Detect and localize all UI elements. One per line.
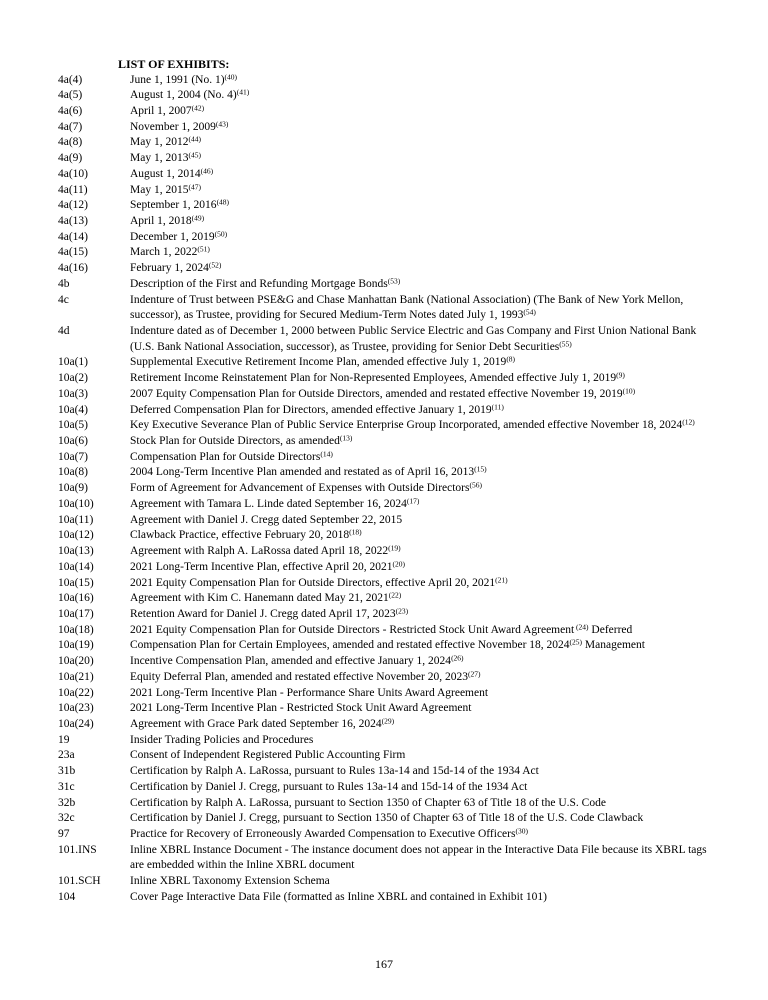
exhibit-title: February 1, 2024 <box>130 262 209 275</box>
exhibit-number: 4a(5) <box>58 89 83 102</box>
exhibit-row <box>58 135 718 151</box>
exhibit-number: 10a(23) <box>58 702 94 715</box>
exhibit-title: Certification by Daniel J. Cregg, pursuant to Rules 13a-14 and 15d-14 of the 1934 Act <box>130 780 528 793</box>
exhibit-title: May 1, 2013 <box>130 152 189 165</box>
exhibit-title: Deferred Compensation Plan for Directors, amended effective January 1, 2019 <box>130 403 492 416</box>
exhibit-number: 10a(7) <box>58 450 89 463</box>
footnote-reference: (12) <box>682 417 695 427</box>
exhibit-row <box>58 497 718 513</box>
footnote-reference: (49) <box>191 213 205 223</box>
exhibit-title: Supplemental Executive Retirement Income Plan, amended effective July 1, 2019 <box>130 356 507 369</box>
footnote-reference: (30) <box>515 826 528 836</box>
exhibit-description <box>130 371 718 387</box>
exhibit-title: 2021 Equity Compensation Plan for Outside Directors, effective April 20, 2021 <box>130 576 496 589</box>
exhibit-title: 2021 Equity Compensation Plan for Outside Directors - Restricted Stock Unit Award Agreement <box>130 623 575 636</box>
exhibit-row <box>58 843 718 874</box>
page-number: 167 <box>375 957 393 971</box>
exhibit-description <box>130 638 718 654</box>
exhibit-title: Indenture dated as of December 1, 2000 between Public Service Electric and Gas Company and First Union National Bank (U.S. Bank National Association, successor), as Trustee, providing for Senior Debt Securities <box>130 325 697 353</box>
footnote-reference: (56) <box>469 480 482 490</box>
exhibit-description <box>130 245 718 261</box>
exhibit-row <box>58 874 718 890</box>
exhibit-description <box>130 450 718 466</box>
exhibit-row <box>58 796 718 812</box>
exhibit-number: 10a(11) <box>58 513 94 526</box>
exhibit-row <box>58 764 718 780</box>
exhibit-description <box>130 623 718 639</box>
exhibit-description <box>130 403 718 419</box>
exhibit-number: 4a(13) <box>58 214 89 227</box>
exhibit-description <box>130 214 718 230</box>
footnote-reference: (15) <box>474 465 487 475</box>
footnote-reference: (18) <box>349 527 362 537</box>
exhibit-title: Description of the First and Refunding Mortgage Bonds <box>130 277 388 290</box>
exhibit-row <box>58 104 718 120</box>
exhibit-row <box>58 623 718 639</box>
exhibit-title: Retirement Income Reinstatement Plan for Non-Represented Employees, Amended effective July 1, 2019 <box>130 372 617 385</box>
exhibit-row <box>58 387 718 403</box>
footnote-reference: (48) <box>216 197 230 207</box>
exhibit-number: 32b <box>58 796 76 809</box>
exhibit-title: May 1, 2015 <box>130 183 189 196</box>
exhibit-row <box>58 403 718 419</box>
exhibit-description <box>130 183 718 199</box>
exhibit-row <box>58 701 718 717</box>
exhibit-number: 10a(4) <box>58 403 89 416</box>
exhibit-title: Agreement with Grace Park dated September 16, 2024 <box>130 717 382 730</box>
exhibit-number: 10a(18) <box>58 623 94 636</box>
exhibit-description <box>130 701 718 717</box>
exhibit-row <box>58 88 718 104</box>
exhibit-title: December 1, 2019 <box>130 230 215 243</box>
exhibit-number: 23a <box>58 749 75 762</box>
exhibit-number: 4a(11) <box>58 183 88 196</box>
exhibit-number: 4a(4) <box>58 73 83 86</box>
exhibit-description <box>130 293 718 324</box>
exhibit-number: 101.SCH <box>58 875 101 888</box>
exhibit-row <box>58 560 718 576</box>
footnote-reference: (22) <box>388 590 402 600</box>
exhibit-number: 31c <box>58 780 75 793</box>
exhibit-row <box>58 151 718 167</box>
exhibit-description <box>130 560 718 576</box>
footnote-reference: (14) <box>320 449 333 459</box>
exhibit-title: Agreement with Kim C. Hanemann dated May 21, 2021 <box>130 592 389 605</box>
exhibit-row <box>58 434 718 450</box>
exhibit-row <box>58 277 718 293</box>
footnote-reference: (54) <box>523 307 536 317</box>
footnote-reference: (24) <box>574 622 589 632</box>
footnote-reference: (20) <box>392 559 405 569</box>
footnote-reference: (29) <box>381 716 395 726</box>
footnote-reference: (41) <box>236 87 250 97</box>
footnote-reference: (53) <box>387 276 401 286</box>
exhibit-description <box>130 198 718 214</box>
exhibit-number: 10a(3) <box>58 387 89 400</box>
exhibit-description <box>130 591 718 607</box>
exhibit-title: Key Executive Severance Plan of Public Service Enterprise Group Incorporated, amended effective November 18, 2024 <box>130 419 683 432</box>
footnote-reference: (27) <box>467 669 481 679</box>
exhibit-row <box>58 576 718 592</box>
exhibit-row <box>58 780 718 796</box>
exhibit-row <box>58 890 718 906</box>
exhibit-title: Indenture of Trust between PSE&G and Chase Manhattan Bank (National Association) (The Bank of New York Mellon, successor), as Trustee, providing for Secured Medium-Term Notes dated July 1, 1993 <box>130 293 684 322</box>
exhibit-number: 4d <box>58 325 70 337</box>
exhibit-description <box>130 151 718 167</box>
exhibit-number: 10a(22) <box>58 686 94 699</box>
exhibit-title: Incentive Compensation Plan, amended and effective January 1, 2024 <box>130 655 452 668</box>
exhibit-number: 10a(2) <box>58 372 89 385</box>
exhibit-title: Agreement with Daniel J. Cregg dated September 22, 2015 <box>130 513 403 526</box>
exhibit-title: Consent of Independent Registered Public Accounting Firm <box>130 749 406 762</box>
footnote-reference: (51) <box>197 245 210 255</box>
exhibit-title: April 1, 2007 <box>130 104 192 117</box>
exhibit-description <box>130 874 718 890</box>
exhibit-title-continuation: Management <box>582 639 645 652</box>
footnote-reference: (10) <box>622 386 636 396</box>
exhibit-row <box>58 481 718 497</box>
exhibit-title: 2021 Long-Term Incentive Plan, effective April 20, 2021 <box>130 560 393 573</box>
exhibit-row <box>58 198 718 214</box>
exhibit-row <box>58 638 718 654</box>
exhibit-description <box>130 261 718 277</box>
exhibit-description <box>130 355 718 371</box>
exhibit-title: Stock Plan for Outside Directors, as amended <box>130 435 340 448</box>
exhibit-description <box>130 764 718 780</box>
exhibit-title: June 1, 1991 (No. 1) <box>130 73 225 86</box>
exhibit-title: Form of Agreement for Advancement of Expenses with Outside Directors <box>130 482 470 495</box>
exhibit-title: Compensation Plan for Outside Directors <box>130 450 321 463</box>
exhibit-description <box>130 167 718 183</box>
exhibit-number: 10a(9) <box>58 482 89 495</box>
exhibit-description <box>130 135 718 151</box>
exhibit-description <box>130 387 718 403</box>
exhibit-description <box>130 481 718 497</box>
exhibit-title: September 1, 2016 <box>130 199 217 212</box>
exhibit-description <box>130 120 718 136</box>
exhibit-number: 4a(14) <box>58 230 89 243</box>
exhibit-description <box>130 654 718 670</box>
exhibit-description <box>130 843 718 874</box>
exhibit-title: 2021 Long-Term Incentive Plan - Restricted Stock Unit Award Agreement <box>130 702 472 715</box>
exhibit-title: August 1, 2014 <box>130 167 201 180</box>
exhibit-number: 4a(15) <box>58 246 89 259</box>
exhibit-title: 2007 Equity Compensation Plan for Outside Directors, amended and restated effective November 19, 2019 <box>130 387 623 400</box>
exhibit-description <box>130 733 718 749</box>
exhibit-number: 10a(1) <box>58 356 89 369</box>
exhibit-row <box>58 670 718 686</box>
exhibit-number: 10a(6) <box>58 435 89 448</box>
page-title: LIST OF EXHIBITS: <box>118 57 230 71</box>
exhibit-row <box>58 607 718 623</box>
footnote-reference: (50) <box>214 229 228 239</box>
exhibit-title: April 1, 2018 <box>130 214 192 227</box>
footnote-reference: (8) <box>506 355 516 365</box>
exhibit-row <box>58 811 718 827</box>
exhibit-row <box>58 355 718 371</box>
exhibit-title: August 1, 2004 (No. 4) <box>130 89 237 102</box>
exhibit-row <box>58 73 718 89</box>
exhibit-description <box>130 528 718 544</box>
exhibit-row <box>58 418 718 434</box>
exhibit-description <box>130 513 718 529</box>
footnote-reference: (13) <box>339 433 353 443</box>
exhibit-description <box>130 324 718 355</box>
footnote-reference: (45) <box>188 150 201 160</box>
exhibit-title: Equity Deferral Plan, amended and restated effective November 20, 2023 <box>130 670 468 683</box>
exhibit-number: 10a(5) <box>58 419 89 432</box>
exhibit-description <box>130 780 718 796</box>
exhibit-title: Inline XBRL Instance Document - The instance document does not appear in the Interactive Data File because its XBRL tags are embedded within the Inline XBRL document <box>130 843 707 872</box>
exhibit-row <box>58 324 718 355</box>
exhibit-row <box>58 528 718 544</box>
exhibit-number: 97 <box>58 828 70 840</box>
exhibit-row <box>58 245 718 261</box>
exhibit-description <box>130 827 718 843</box>
exhibit-description <box>130 748 718 764</box>
exhibit-number: 10a(8) <box>58 466 89 479</box>
exhibit-description <box>130 607 718 623</box>
exhibit-number: 10a(17) <box>58 607 94 620</box>
exhibit-title: Insider Trading Policies and Procedures <box>130 733 314 746</box>
footnote-reference: (44) <box>188 135 201 144</box>
footnote-reference: (55) <box>559 339 572 349</box>
exhibit-description <box>130 670 718 686</box>
exhibit-row <box>58 293 718 324</box>
exhibit-number: 104 <box>58 890 76 903</box>
footnote-reference: (25) <box>569 638 583 647</box>
exhibit-row <box>58 544 718 560</box>
exhibit-description <box>130 230 718 246</box>
exhibit-title: Agreement with Tamara L. Linde dated September 16, 2024 <box>130 497 407 510</box>
exhibit-title: 2004 Long-Term Incentive Plan amended and restated as of April 16, 2013 <box>130 466 475 479</box>
exhibit-number: 4b <box>58 277 70 290</box>
exhibit-number: 10a(20) <box>58 655 94 668</box>
exhibit-description <box>130 796 718 812</box>
exhibit-row <box>58 733 718 749</box>
exhibit-row <box>58 591 718 607</box>
exhibit-title: Certification by Daniel J. Cregg, pursuant to Section 1350 of Chapter 63 of Title 18 of the U.S. Code Clawback <box>130 812 644 825</box>
exhibit-row <box>58 717 718 733</box>
exhibit-row <box>58 827 718 843</box>
exhibit-title: Certification by Ralph A. LaRossa, pursuant to Rules 13a-14 and 15d-14 of the 1934 Act <box>130 765 539 778</box>
footnote-reference: (23) <box>395 606 409 616</box>
exhibit-description <box>130 686 718 702</box>
exhibit-description <box>130 434 718 450</box>
exhibit-number: 10a(24) <box>58 717 94 730</box>
exhibit-title: May 1, 2012 <box>130 136 189 149</box>
footnote-reference: (42) <box>191 103 205 113</box>
exhibit-number: 31b <box>58 765 76 778</box>
exhibit-number: 10a(14) <box>58 560 94 573</box>
exhibit-description <box>130 717 718 733</box>
exhibit-number: 4a(9) <box>58 152 83 165</box>
exhibit-number: 4a(10) <box>58 167 89 180</box>
exhibit-title: Clawback Practice, effective February 20, 2018 <box>130 529 350 542</box>
exhibit-number: 4a(12) <box>58 199 89 212</box>
exhibit-description <box>130 890 718 906</box>
exhibit-number: 10a(15) <box>58 576 94 589</box>
footnote-reference: (26) <box>451 653 464 663</box>
exhibit-title: Practice for Recovery of Erroneously Awarded Compensation to Executive Officers <box>130 828 516 840</box>
exhibit-description <box>130 88 718 104</box>
footnote-reference: (21) <box>495 575 508 585</box>
exhibit-title: Certification by Ralph A. LaRossa, pursuant to Section 1350 of Chapter 63 of Title 18 of the U.S. Code <box>130 796 606 809</box>
exhibit-title: Compensation Plan for Certain Employees, amended and restated effective November 18, 2024 <box>130 639 570 652</box>
exhibit-row <box>58 450 718 466</box>
exhibit-row <box>58 214 718 230</box>
exhibit-number: 10a(19) <box>58 639 94 652</box>
exhibit-description <box>130 277 718 293</box>
exhibit-row <box>58 371 718 387</box>
exhibit-description <box>130 544 718 560</box>
exhibit-number: 10a(13) <box>58 545 94 558</box>
exhibit-title: 2021 Long-Term Incentive Plan - Performance Share Units Award Agreement <box>130 686 489 699</box>
exhibit-number: 19 <box>58 733 70 746</box>
exhibit-title: Retention Award for Daniel J. Cregg dated April 17, 2023 <box>130 607 396 620</box>
footnote-reference: (46) <box>200 166 214 176</box>
exhibit-number: 10a(10) <box>58 497 94 510</box>
exhibit-description <box>130 576 718 592</box>
exhibit-title: Inline XBRL Taxonomy Extension Schema <box>130 875 330 888</box>
footnote-reference: (47) <box>188 182 201 192</box>
exhibit-description <box>130 104 718 120</box>
exhibit-description <box>130 497 718 513</box>
exhibit-description <box>130 418 718 434</box>
exhibit-row <box>58 183 718 199</box>
exhibit-number: 32c <box>58 812 75 825</box>
exhibit-number: 10a(16) <box>58 592 94 605</box>
footnote-reference: (52) <box>208 260 222 270</box>
exhibit-number: 10a(12) <box>58 529 94 542</box>
exhibit-title-continuation: Deferred <box>588 623 633 636</box>
exhibit-list <box>58 73 718 906</box>
footnote-reference: (11) <box>491 402 504 412</box>
exhibit-number: 4a(8) <box>58 136 83 149</box>
footnote-reference: (17) <box>406 496 420 506</box>
exhibit-number: 4c <box>58 293 69 306</box>
exhibit-row <box>58 167 718 183</box>
exhibit-description <box>130 811 718 827</box>
footnote-reference: (40) <box>224 72 238 82</box>
footnote-reference: (9) <box>616 370 625 380</box>
exhibit-row <box>58 513 718 529</box>
exhibit-number: 4a(6) <box>58 104 83 117</box>
exhibit-row <box>58 230 718 246</box>
exhibit-title: Cover Page Interactive Data File (formatted as Inline XBRL and contained in Exhibit 101) <box>130 890 547 903</box>
exhibit-row <box>58 654 718 670</box>
exhibit-row <box>58 261 718 277</box>
exhibit-number: 10a(21) <box>58 670 94 683</box>
exhibit-row <box>58 120 718 136</box>
footnote-reference: (43) <box>215 119 229 129</box>
exhibit-title: Agreement with Ralph A. LaRossa dated April 18, 2022 <box>130 545 389 558</box>
footnote-reference: (19) <box>388 543 401 553</box>
exhibit-number: 101.INS <box>58 843 97 856</box>
exhibit-row <box>58 465 718 481</box>
exhibit-description <box>130 73 718 89</box>
exhibit-title: March 1, 2022 <box>130 246 198 259</box>
exhibit-row <box>58 748 718 764</box>
exhibit-title: November 1, 2009 <box>130 120 216 133</box>
exhibit-number: 4a(16) <box>58 262 89 275</box>
exhibit-row <box>58 686 718 702</box>
exhibit-description <box>130 465 718 481</box>
exhibit-number: 4a(7) <box>58 120 83 133</box>
